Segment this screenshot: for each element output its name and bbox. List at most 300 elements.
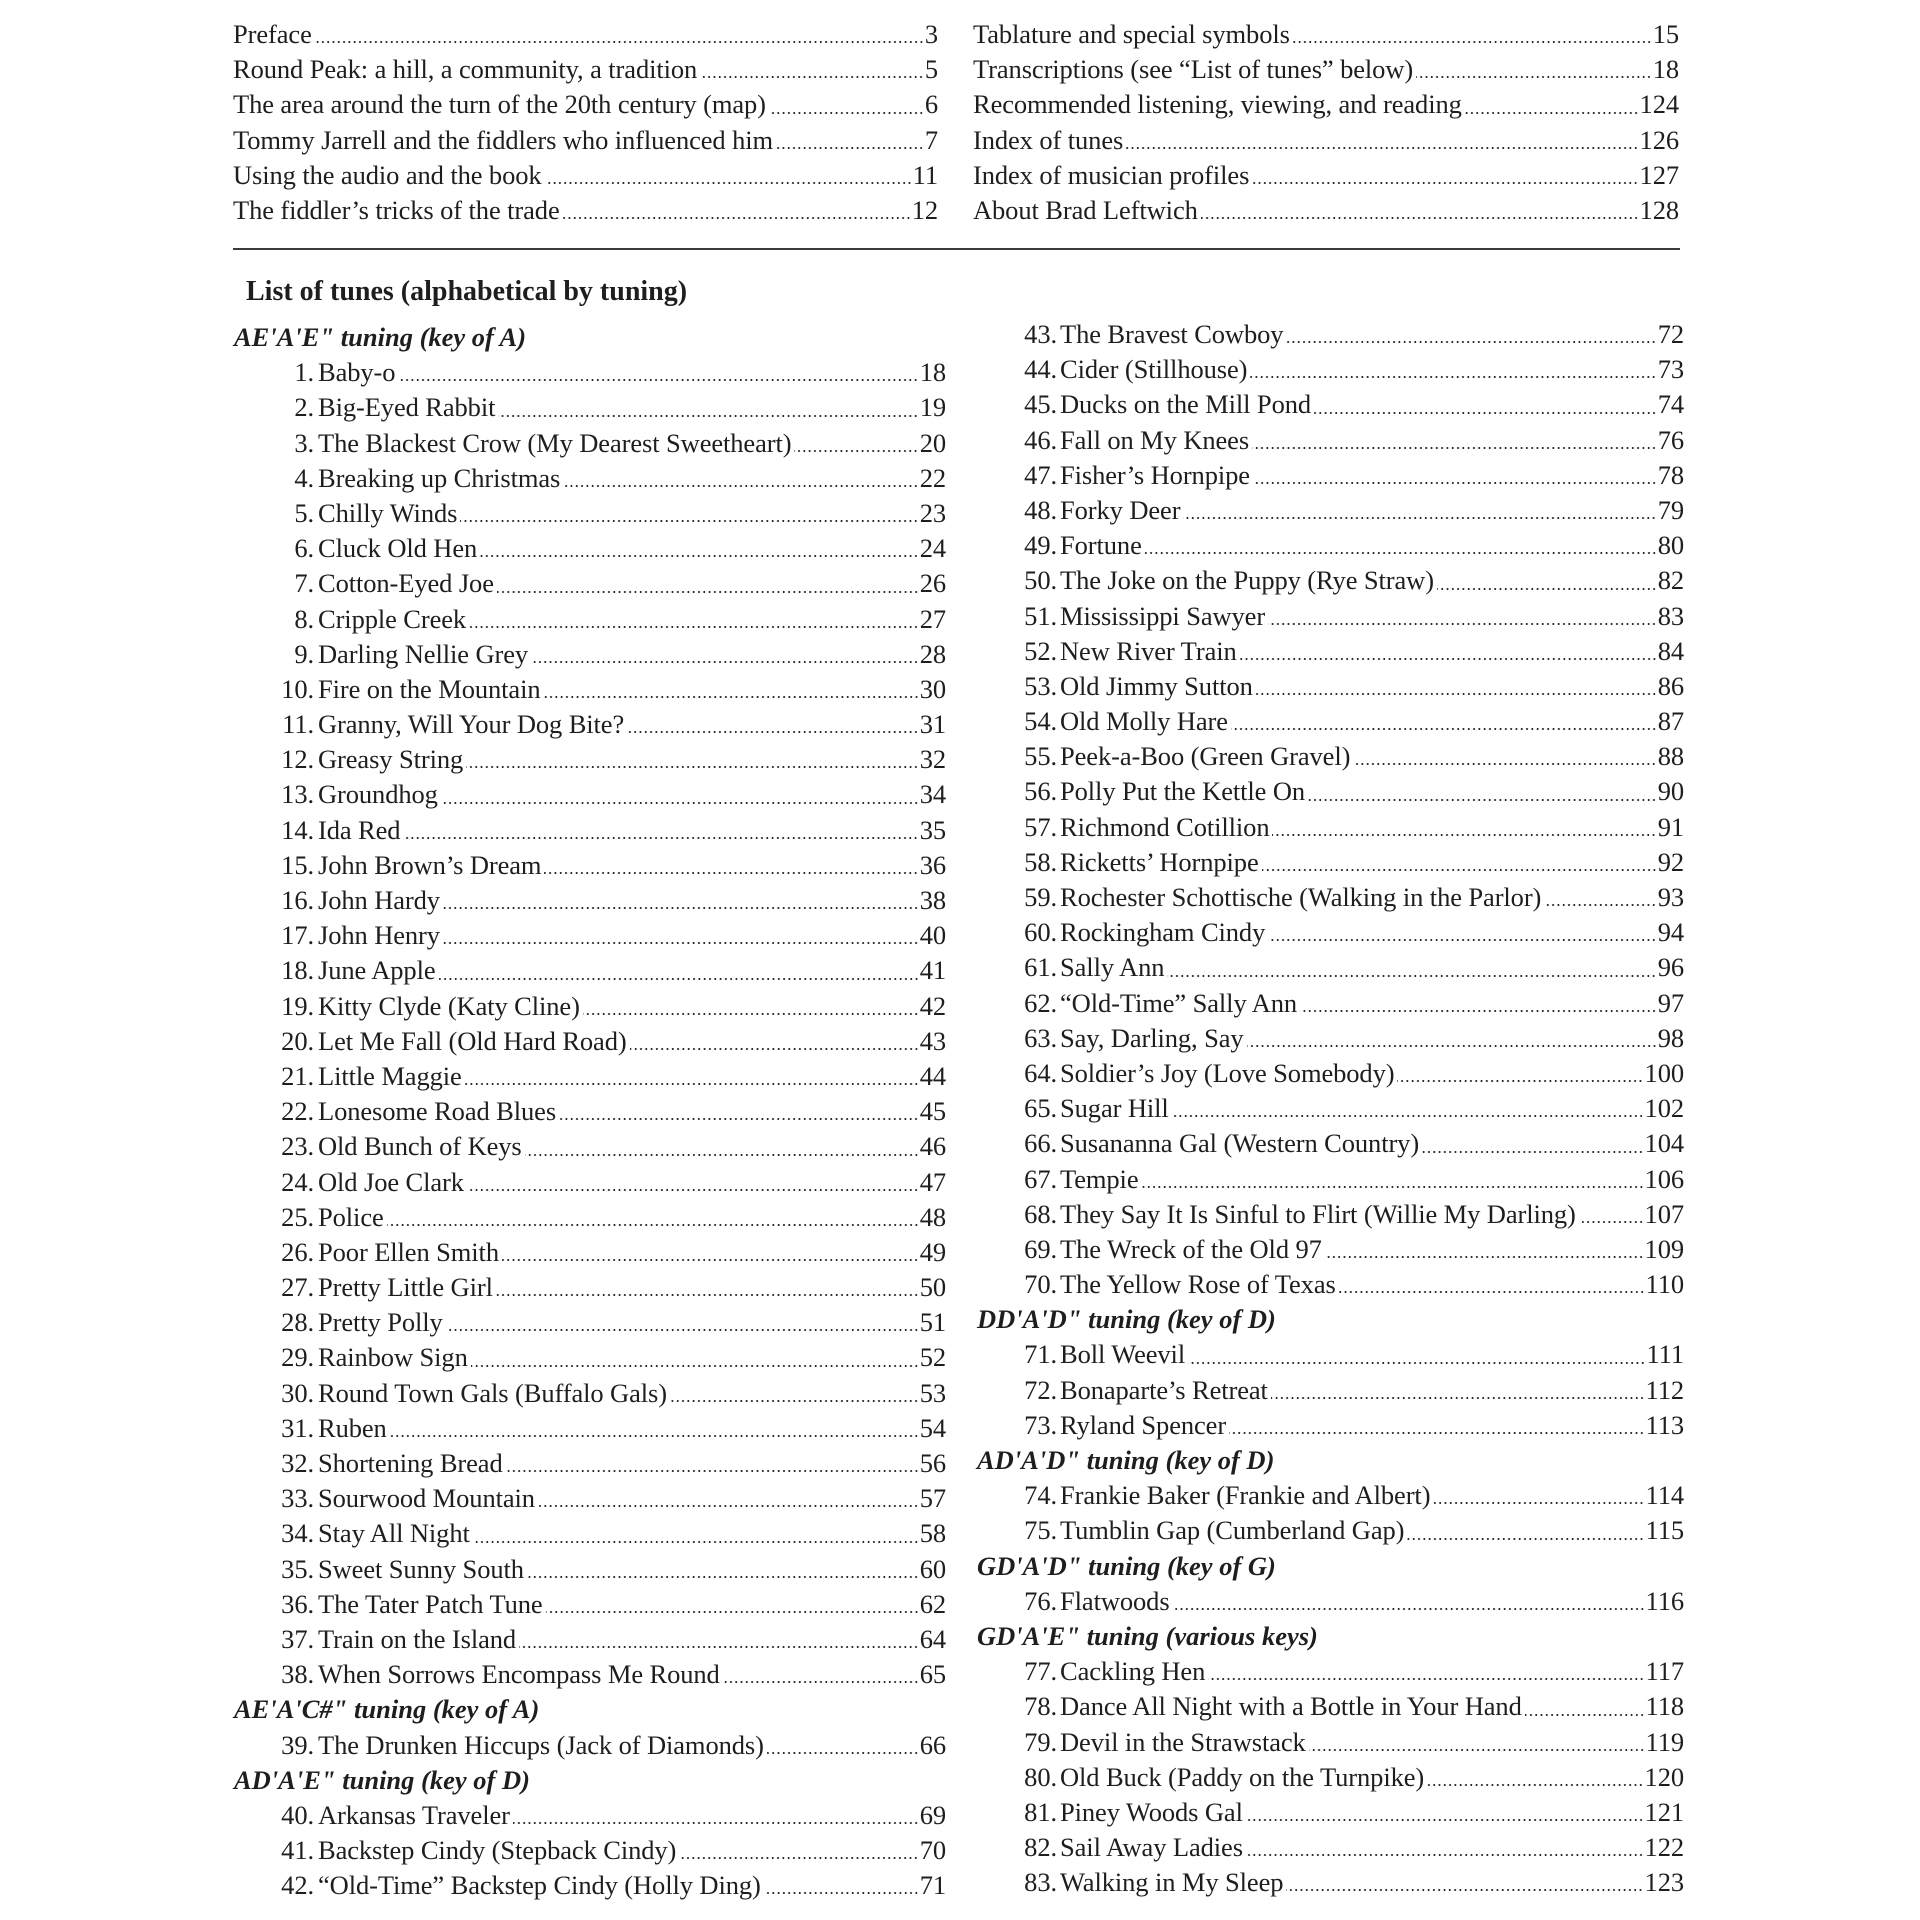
toc-entry[interactable] <box>973 158 1679 193</box>
tune-page: 34 <box>919 779 946 810</box>
tune-entry[interactable] <box>977 1830 1684 1865</box>
tune-page: 20 <box>919 427 946 458</box>
tune-page: 122 <box>1644 1832 1684 1863</box>
tuning-header: AE'A'E" tuning (key of A) <box>234 322 527 352</box>
tune-page: 73 <box>1657 354 1684 385</box>
tuning-header: AD'A'E" tuning (key of D) <box>234 1764 530 1795</box>
tune-number: 70. <box>1024 1269 1057 1300</box>
tune-page: 18 <box>919 357 946 388</box>
toc-entry[interactable] <box>233 52 938 87</box>
dot-leader <box>401 813 918 848</box>
tune-page: 116 <box>1645 1585 1684 1616</box>
dot-leader <box>465 1165 919 1200</box>
tune-entry[interactable] <box>977 1162 1684 1197</box>
tune-title: John Henry <box>318 920 440 951</box>
tune-entry[interactable] <box>977 810 1684 845</box>
tune-number: 63. <box>1024 1022 1057 1053</box>
tune-entry[interactable] <box>977 774 1684 809</box>
tune-page: 91 <box>1657 811 1684 842</box>
toc-entry-page: 5 <box>924 54 938 85</box>
tune-number: 1. <box>294 357 314 388</box>
tune-page: 47 <box>919 1166 946 1197</box>
tune-entry[interactable] <box>234 1270 946 1305</box>
tune-entry[interactable] <box>234 1868 946 1903</box>
dot-leader <box>1245 1021 1657 1056</box>
toc-entry-title: The area around the turn of the 20th century (map) <box>233 89 766 120</box>
tune-page: 107 <box>1644 1198 1684 1229</box>
tune-page: 100 <box>1644 1057 1684 1088</box>
tune-entry[interactable] <box>234 355 946 390</box>
dot-leader <box>496 390 918 425</box>
dot-leader <box>1266 915 1656 950</box>
tune-entry[interactable] <box>234 1305 946 1340</box>
tune-entry[interactable] <box>977 1232 1684 1267</box>
tune-number: 15. <box>281 849 314 880</box>
tune-title: Ricketts’ Hornpipe <box>1060 846 1259 877</box>
tune-entry[interactable] <box>977 493 1684 528</box>
dot-leader <box>529 637 919 672</box>
tune-page: 92 <box>1657 846 1684 877</box>
dot-leader <box>517 1622 919 1657</box>
tune-title: The Bravest Cowboy <box>1060 319 1284 349</box>
tune-title: Piney Woods Gal <box>1060 1796 1243 1827</box>
tune-title: The Wreck of the Old 97 <box>1060 1233 1322 1264</box>
tune-title: Boll Weevil <box>1060 1339 1186 1370</box>
tune-entry[interactable] <box>977 1513 1684 1548</box>
tune-number: 19. <box>281 990 314 1021</box>
dot-leader <box>464 742 919 777</box>
tune-page: 94 <box>1657 917 1684 948</box>
toc-entry-title: Using the audio and the book <box>233 159 542 190</box>
tune-entry[interactable] <box>977 1865 1684 1900</box>
tune-number: 27. <box>281 1272 314 1303</box>
tune-title: The Yellow Rose of Texas <box>1060 1269 1336 1300</box>
tune-entry[interactable] <box>234 672 946 707</box>
dot-leader <box>698 52 924 87</box>
tune-entry[interactable] <box>977 1689 1684 1724</box>
tune-entry[interactable] <box>234 1094 946 1129</box>
tune-entry[interactable] <box>977 317 1684 352</box>
tune-number: 30. <box>281 1377 314 1408</box>
toc-entry-title: Transcriptions (see “List of tunes” below) <box>973 54 1414 85</box>
tune-title: Pretty Little Girl <box>318 1272 493 1303</box>
tune-title: Cluck Old Hen <box>318 533 478 564</box>
tune-page: 58 <box>919 1518 946 1549</box>
tune-entry[interactable] <box>234 883 946 918</box>
tune-entry[interactable] <box>234 918 946 953</box>
dot-leader <box>1250 158 1638 193</box>
tune-entry[interactable] <box>234 813 946 848</box>
tune-entry[interactable] <box>977 1795 1684 1830</box>
toc-entry[interactable] <box>233 193 938 228</box>
tune-number: 8. <box>294 603 314 634</box>
toc-entry-page: 127 <box>1639 159 1679 190</box>
tune-number: 16. <box>281 885 314 915</box>
tune-entry[interactable] <box>977 1408 1684 1443</box>
toc-entry[interactable] <box>233 158 938 193</box>
tune-number: 71. <box>1024 1339 1057 1370</box>
tune-number: 29. <box>281 1342 314 1373</box>
tune-entry[interactable] <box>234 1376 946 1411</box>
tune-number: 83. <box>1024 1867 1057 1898</box>
tune-number: 12. <box>281 744 314 775</box>
tune-page: 88 <box>1657 741 1684 772</box>
tune-entry[interactable] <box>234 1657 946 1692</box>
tune-number: 54. <box>1024 706 1057 737</box>
tune-page: 38 <box>919 885 946 915</box>
toc-entry-page: 124 <box>1639 89 1679 120</box>
tune-title: Old Jimmy Sutton <box>1060 670 1253 701</box>
tune-entry[interactable] <box>234 1059 946 1094</box>
tune-entry[interactable] <box>234 1552 946 1587</box>
tune-number: 20. <box>281 1025 314 1056</box>
tune-page: 109 <box>1644 1233 1684 1264</box>
tune-page: 106 <box>1644 1163 1684 1194</box>
dot-leader <box>1260 845 1657 880</box>
tune-entry[interactable] <box>234 1622 946 1657</box>
tune-number: 65. <box>1024 1093 1057 1124</box>
tune-number: 78. <box>1024 1691 1057 1722</box>
tune-title: Fall on My Knees <box>1060 424 1250 455</box>
tune-entry[interactable] <box>234 461 946 496</box>
toc-entry-page: 7 <box>924 124 938 155</box>
toc-entry-title: Tablature and special symbols <box>973 19 1290 49</box>
dot-leader <box>1266 599 1657 634</box>
tune-entry[interactable] <box>234 1411 946 1446</box>
toc-entry[interactable] <box>233 17 938 52</box>
tune-title: Ducks on the Mill Pond <box>1060 389 1312 420</box>
toc-left-column <box>233 17 938 228</box>
dot-leader <box>1312 387 1657 422</box>
dot-leader <box>1463 87 1639 122</box>
tune-entry[interactable] <box>234 566 946 601</box>
tune-entry[interactable] <box>977 387 1684 422</box>
tune-entry[interactable] <box>234 1024 946 1059</box>
toc-entry[interactable] <box>973 17 1679 52</box>
dot-leader <box>1337 1267 1645 1302</box>
tune-entry[interactable] <box>234 390 946 425</box>
dot-leader <box>1323 1232 1644 1267</box>
toc-entry[interactable] <box>973 52 1679 87</box>
dot-leader <box>1284 317 1656 352</box>
tune-entry[interactable] <box>234 602 946 637</box>
toc-entry-page: 126 <box>1639 124 1679 155</box>
toc-entry[interactable] <box>973 123 1679 158</box>
dot-leader <box>441 883 919 918</box>
tune-number: 42. <box>281 1870 314 1901</box>
tune-number: 49. <box>1024 530 1057 561</box>
tune-title: Frankie Baker (Frankie and Albert) <box>1060 1480 1431 1511</box>
toc-entry-title: Preface <box>233 19 312 49</box>
dot-leader <box>536 1481 919 1516</box>
dot-leader <box>441 918 919 953</box>
tune-number: 50. <box>1024 565 1057 596</box>
tune-page: 60 <box>919 1553 946 1584</box>
tune-number: 51. <box>1024 600 1057 631</box>
tune-title: Old Joe Clark <box>318 1166 464 1197</box>
dot-leader <box>471 1516 919 1551</box>
dot-leader <box>1248 352 1656 387</box>
toc-entry-page: 18 <box>1652 54 1679 85</box>
toc-right-column <box>973 17 1679 228</box>
tune-page: 22 <box>919 462 946 493</box>
tune-number: 34. <box>281 1518 314 1549</box>
dot-leader <box>500 1235 919 1270</box>
tune-entry[interactable] <box>977 1197 1684 1232</box>
dot-leader <box>494 1270 919 1305</box>
toc-entry[interactable] <box>973 193 1679 228</box>
tune-number: 67. <box>1024 1163 1057 1194</box>
tune-page: 40 <box>919 920 946 951</box>
tune-title: Breaking up Christmas <box>318 462 561 493</box>
tune-title: John Brown’s Dream <box>318 849 542 880</box>
dot-leader <box>511 1798 919 1833</box>
dot-leader <box>437 953 919 988</box>
toc-entry-page: 128 <box>1639 194 1679 225</box>
dot-leader <box>1143 528 1657 563</box>
tune-title: Ida Red <box>318 814 401 845</box>
tune-entry[interactable] <box>977 599 1684 634</box>
tune-entry[interactable] <box>234 1129 946 1164</box>
tune-entry[interactable] <box>234 531 946 566</box>
dot-leader <box>1186 1337 1645 1372</box>
tune-entry[interactable] <box>234 1833 946 1868</box>
tune-number: 11. <box>282 709 314 740</box>
tune-entry[interactable] <box>977 1654 1684 1689</box>
tune-title: Let Me Fall (Old Hard Road) <box>318 1025 627 1056</box>
tune-page: 104 <box>1644 1128 1684 1159</box>
tune-entry[interactable] <box>234 1516 946 1551</box>
tune-entry[interactable] <box>977 458 1684 493</box>
dot-leader <box>504 1446 919 1481</box>
tune-entry[interactable] <box>977 915 1684 950</box>
tune-number: 4. <box>294 462 314 493</box>
tune-page: 71 <box>919 1870 946 1901</box>
tune-entry[interactable] <box>977 563 1684 598</box>
dot-leader <box>1351 739 1656 774</box>
tune-number: 44. <box>1024 354 1057 385</box>
tune-number: 73. <box>1024 1409 1057 1440</box>
tune-page: 102 <box>1644 1093 1684 1124</box>
tune-number: 45. <box>1024 389 1057 420</box>
tune-page: 48 <box>919 1201 946 1232</box>
dot-leader <box>581 989 919 1024</box>
toc-entry[interactable] <box>233 123 938 158</box>
tune-entry[interactable] <box>234 637 946 672</box>
toc-entry-page: 12 <box>911 194 938 225</box>
toc-entry[interactable] <box>973 87 1679 122</box>
tune-entry[interactable] <box>977 528 1684 563</box>
dot-leader <box>762 1868 919 1903</box>
dot-leader <box>1523 1689 1645 1724</box>
tune-entry[interactable] <box>977 950 1684 985</box>
tune-page: 84 <box>1657 635 1684 666</box>
tune-title: Lonesome Road Blues <box>318 1096 557 1127</box>
tune-title: Little Maggie <box>318 1060 462 1091</box>
toc-entry-title: Recommended listening, viewing, and reading <box>973 89 1462 120</box>
tune-title: June Apple <box>318 955 436 986</box>
tune-number: 9. <box>294 638 314 669</box>
tune-entry[interactable] <box>977 669 1684 704</box>
dot-leader <box>495 566 919 601</box>
tune-entry[interactable] <box>977 739 1684 774</box>
dot-leader <box>767 87 924 122</box>
dot-leader <box>625 707 919 742</box>
tune-number: 48. <box>1024 494 1057 525</box>
tune-title: Soldier’s Joy (Love Somebody) <box>1060 1057 1395 1088</box>
tune-title: Susananna Gal (Western Country) <box>1060 1128 1420 1159</box>
list-of-tunes-heading: List of tunes (alphabetical by tuning) <box>246 276 688 307</box>
dot-leader <box>1405 1513 1644 1548</box>
tune-number: 37. <box>281 1623 314 1654</box>
dot-leader <box>1420 1126 1643 1161</box>
tune-page: 72 <box>1657 319 1684 349</box>
tune-page: 50 <box>919 1272 946 1303</box>
tune-title: Darling Nellie Grey <box>318 638 529 669</box>
tune-entry[interactable] <box>977 634 1684 669</box>
dot-leader <box>1165 950 1656 985</box>
tune-page: 93 <box>1657 882 1684 912</box>
tune-title: Cotton-Eyed Joe <box>318 568 494 599</box>
tune-page: 51 <box>919 1307 946 1338</box>
tune-number: 74. <box>1024 1480 1057 1511</box>
tune-entry[interactable] <box>234 1587 946 1622</box>
tune-title: Fortune <box>1060 530 1142 561</box>
tune-entry[interactable] <box>977 1478 1684 1513</box>
tune-page: 118 <box>1645 1691 1684 1722</box>
dot-leader <box>1435 563 1657 598</box>
tune-entry[interactable] <box>234 1200 946 1235</box>
dot-leader <box>561 193 911 228</box>
tune-entry[interactable] <box>977 1126 1684 1161</box>
tune-page: 86 <box>1657 670 1684 701</box>
dot-leader <box>1227 1408 1644 1443</box>
tune-entry[interactable] <box>234 1798 946 1833</box>
tune-entry[interactable] <box>977 352 1684 387</box>
tune-page: 87 <box>1657 706 1684 737</box>
tune-title: New River Train <box>1060 635 1237 666</box>
tune-title: Walking in My Sleep <box>1060 1867 1284 1898</box>
dot-leader <box>542 848 918 883</box>
tune-title: Tempie <box>1060 1163 1139 1194</box>
tune-title: Pretty Polly <box>318 1307 443 1338</box>
tune-entry[interactable] <box>234 777 946 812</box>
tune-entry[interactable] <box>234 848 946 883</box>
tune-title: Cripple Creek <box>318 603 467 634</box>
tune-title: Baby-o <box>318 357 396 388</box>
tune-entry[interactable] <box>977 1021 1684 1056</box>
dot-leader <box>774 123 924 158</box>
tune-page: 57 <box>919 1483 946 1514</box>
tune-entry[interactable] <box>234 989 946 1024</box>
tune-page: 98 <box>1657 1022 1684 1053</box>
tuning-header: AE'A'C#" tuning (key of A) <box>234 1694 540 1725</box>
dot-leader <box>1425 1760 1643 1795</box>
dot-leader <box>1171 1584 1645 1619</box>
tune-entry[interactable] <box>234 1165 946 1200</box>
tune-entry[interactable] <box>977 423 1684 458</box>
tune-number: 17. <box>281 920 314 951</box>
tune-title: Ruben <box>318 1412 387 1443</box>
tune-entry[interactable] <box>234 1446 946 1481</box>
tune-entry[interactable] <box>234 953 946 988</box>
tune-entry[interactable] <box>977 880 1684 915</box>
dot-leader <box>1298 986 1657 1021</box>
tune-entry[interactable] <box>977 1056 1684 1091</box>
tune-title: Fisher’s Hornpipe <box>1060 459 1250 490</box>
tune-number: 35. <box>281 1553 314 1584</box>
tune-page: 121 <box>1644 1796 1684 1827</box>
tune-number: 13. <box>281 779 314 810</box>
dot-leader <box>385 1200 919 1235</box>
tune-page: 35 <box>919 814 946 845</box>
tune-page: 76 <box>1657 424 1684 455</box>
tune-entry[interactable] <box>234 1728 946 1763</box>
tune-number: 36. <box>281 1588 314 1619</box>
dot-leader <box>1577 1197 1644 1232</box>
tune-number: 38. <box>281 1659 314 1690</box>
tune-title: Bonaparte’s Retreat <box>1060 1374 1268 1405</box>
dot-leader <box>1251 458 1657 493</box>
tune-entry[interactable] <box>234 1481 946 1516</box>
dot-leader <box>469 1340 919 1375</box>
tune-page: 46 <box>919 1131 946 1162</box>
tune-entry[interactable] <box>977 1760 1684 1795</box>
tune-entry[interactable] <box>977 1267 1684 1302</box>
tune-number: 47. <box>1024 459 1057 490</box>
toc-entry[interactable] <box>233 87 938 122</box>
toc-entry-title: Index of tunes <box>973 124 1124 155</box>
tune-title: The Tater Patch Tune <box>318 1588 543 1619</box>
dot-leader <box>313 17 924 52</box>
tune-entry[interactable] <box>977 1725 1684 1760</box>
tune-page: 27 <box>919 603 946 634</box>
tune-entry[interactable] <box>234 1235 946 1270</box>
dot-leader <box>1395 1056 1643 1091</box>
tune-title: They Say It Is Sinful to Flirt (Willie My Darling) <box>1060 1198 1576 1229</box>
tune-page: 43 <box>919 1025 946 1056</box>
tune-number: 69. <box>1024 1233 1057 1264</box>
tune-entry[interactable] <box>977 1337 1684 1372</box>
tune-entry[interactable] <box>234 1340 946 1375</box>
tune-entry[interactable] <box>977 845 1684 880</box>
tune-number: 2. <box>294 392 314 423</box>
tune-number: 21. <box>281 1060 314 1091</box>
tune-number: 62. <box>1024 987 1057 1018</box>
tune-entry[interactable] <box>977 986 1684 1021</box>
dot-leader <box>396 355 918 390</box>
tune-entry[interactable] <box>977 704 1684 739</box>
tune-entry[interactable] <box>234 742 946 777</box>
tune-page: 31 <box>919 709 946 740</box>
tune-entry[interactable] <box>977 1373 1684 1408</box>
tune-page: 123 <box>1644 1867 1684 1898</box>
toc-entry-page: 6 <box>924 89 938 120</box>
dot-leader <box>1291 17 1652 52</box>
tune-page: 96 <box>1657 952 1684 983</box>
tune-entry[interactable] <box>234 707 946 742</box>
tune-entry[interactable] <box>977 1584 1684 1619</box>
tune-entry[interactable] <box>234 426 946 461</box>
tune-title: Cider (Stillhouse) <box>1060 354 1248 385</box>
tune-page: 62 <box>919 1588 946 1619</box>
tune-title: Peek-a-Boo (Green Gravel) <box>1060 741 1351 772</box>
tune-entry[interactable] <box>234 496 946 531</box>
tune-entry[interactable] <box>977 1091 1684 1126</box>
tune-page: 45 <box>919 1096 946 1127</box>
tune-number: 25. <box>281 1201 314 1232</box>
tune-number: 5. <box>294 497 314 528</box>
